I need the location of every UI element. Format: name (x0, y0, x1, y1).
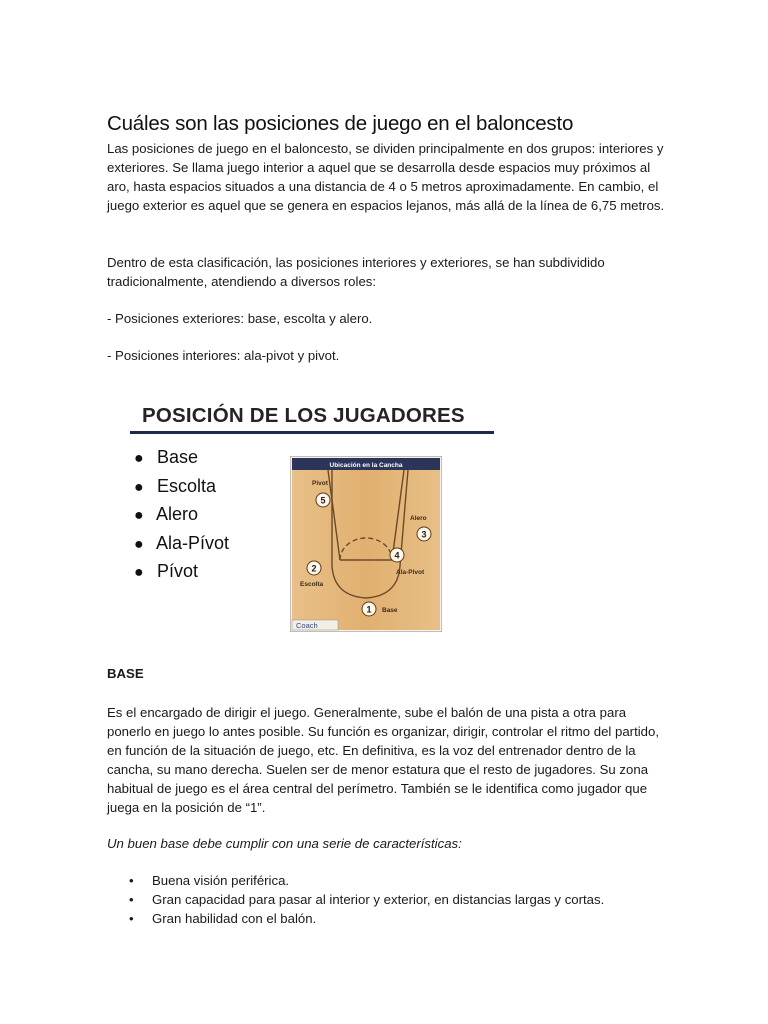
list-item (134, 530, 229, 559)
bullet-icon: ● (134, 478, 144, 496)
bullet-icon: • (129, 892, 134, 907)
interior-positions-line: - Posiciones interiores: ala-pivot y pivot. (107, 348, 340, 363)
list-item-text: Gran habilidad con el balón. (152, 911, 317, 926)
bullet-icon: • (129, 911, 134, 926)
list-item (134, 558, 229, 587)
exterior-positions-line: - Posiciones exteriores: base, escolta y alero. (107, 311, 373, 326)
base-paragraph: Es el encargado de dirigir el juego. Generalmente, sube el balón de una pista a otra para ponerlo en juego lo antes posible. Su función es organizar, dirigir, controlar el ritmo del partido, en función de la situación de juego, etc. En definitiva, es la voz del entrenador dentro de la cancha, su mano derecha. Suelen ser de menor estatura que el resto de jugadores. Su zona habitual de juego es el área central del perímetro. También se le identifica como jugador que juega en la posición de “1”. (107, 705, 659, 815)
section-heading-base: BASE (107, 666, 144, 681)
position-label: Alero (156, 504, 199, 524)
list-item (134, 444, 229, 473)
svg-text:Ala-Pivot: Ala-Pivot (396, 569, 425, 576)
figure-divider (130, 431, 494, 434)
coach-watermark: Coach (296, 621, 318, 630)
court-header-text: Ubicación en la Cancha (329, 462, 403, 469)
base-intro: Un buen base debe cumplir con una serie de características: (107, 836, 462, 851)
bullet-icon: ● (134, 564, 144, 581)
svg-text:5: 5 (320, 495, 326, 506)
court-diagram (290, 456, 442, 632)
list-item (107, 871, 667, 890)
list-item (107, 890, 667, 909)
svg-text:Escolta: Escolta (300, 581, 324, 588)
svg-text:Pivot: Pivot (312, 480, 328, 487)
position-label: Ala-Pívot (156, 532, 230, 553)
svg-text:2: 2 (311, 563, 317, 574)
svg-text:Base: Base (382, 607, 398, 614)
list-item (134, 501, 229, 530)
page-title: Cuáles son las posiciones de juego en el baloncesto (107, 112, 574, 135)
svg-text:3: 3 (421, 529, 427, 540)
bullet-icon: ● (134, 450, 144, 467)
position-label: Pívot (157, 561, 199, 581)
position-label: Base (157, 447, 199, 467)
bullet-icon: ● (134, 535, 144, 553)
list-item (134, 473, 229, 502)
svg-text:1: 1 (366, 604, 372, 615)
list-item-text: Gran capacidad para pasar al interior y exterior, en distancias largas y cortas. (152, 892, 605, 907)
svg-text:4: 4 (394, 550, 400, 561)
svg-text:Alero: Alero (410, 515, 427, 522)
figure-title: POSICIÓN DE LOS JUGADORES (142, 404, 465, 427)
position-label: Escolta (157, 475, 217, 496)
positions-figure (130, 398, 494, 636)
list-item-text: Buena visión periférica. (152, 873, 290, 888)
bullet-icon: • (129, 873, 134, 888)
list-item (107, 909, 667, 928)
intro-paragraph: Las posiciones de juego en el baloncesto, se dividen principalmente en dos grupos: interiores y exteriores. Se llama juego interior a aquel que se desarrolla desde espacios muy próximos al aro, hasta espacios situados a una distancia de 4 o 5 metros aproximadamente. En cambio, el juego exterior es aquel que se genera en espacios lejanos, más allá de la línea de 6,75 metros. (107, 141, 665, 213)
bullet-icon: ● (134, 507, 144, 524)
classification-paragraph: Dentro de esta clasificación, las posiciones interiores y exteriores, se han subdividido tradicionalmente, atendiendo a diversos roles: (107, 255, 605, 289)
figure-positions-list (134, 444, 229, 587)
base-characteristics-list (107, 871, 667, 928)
